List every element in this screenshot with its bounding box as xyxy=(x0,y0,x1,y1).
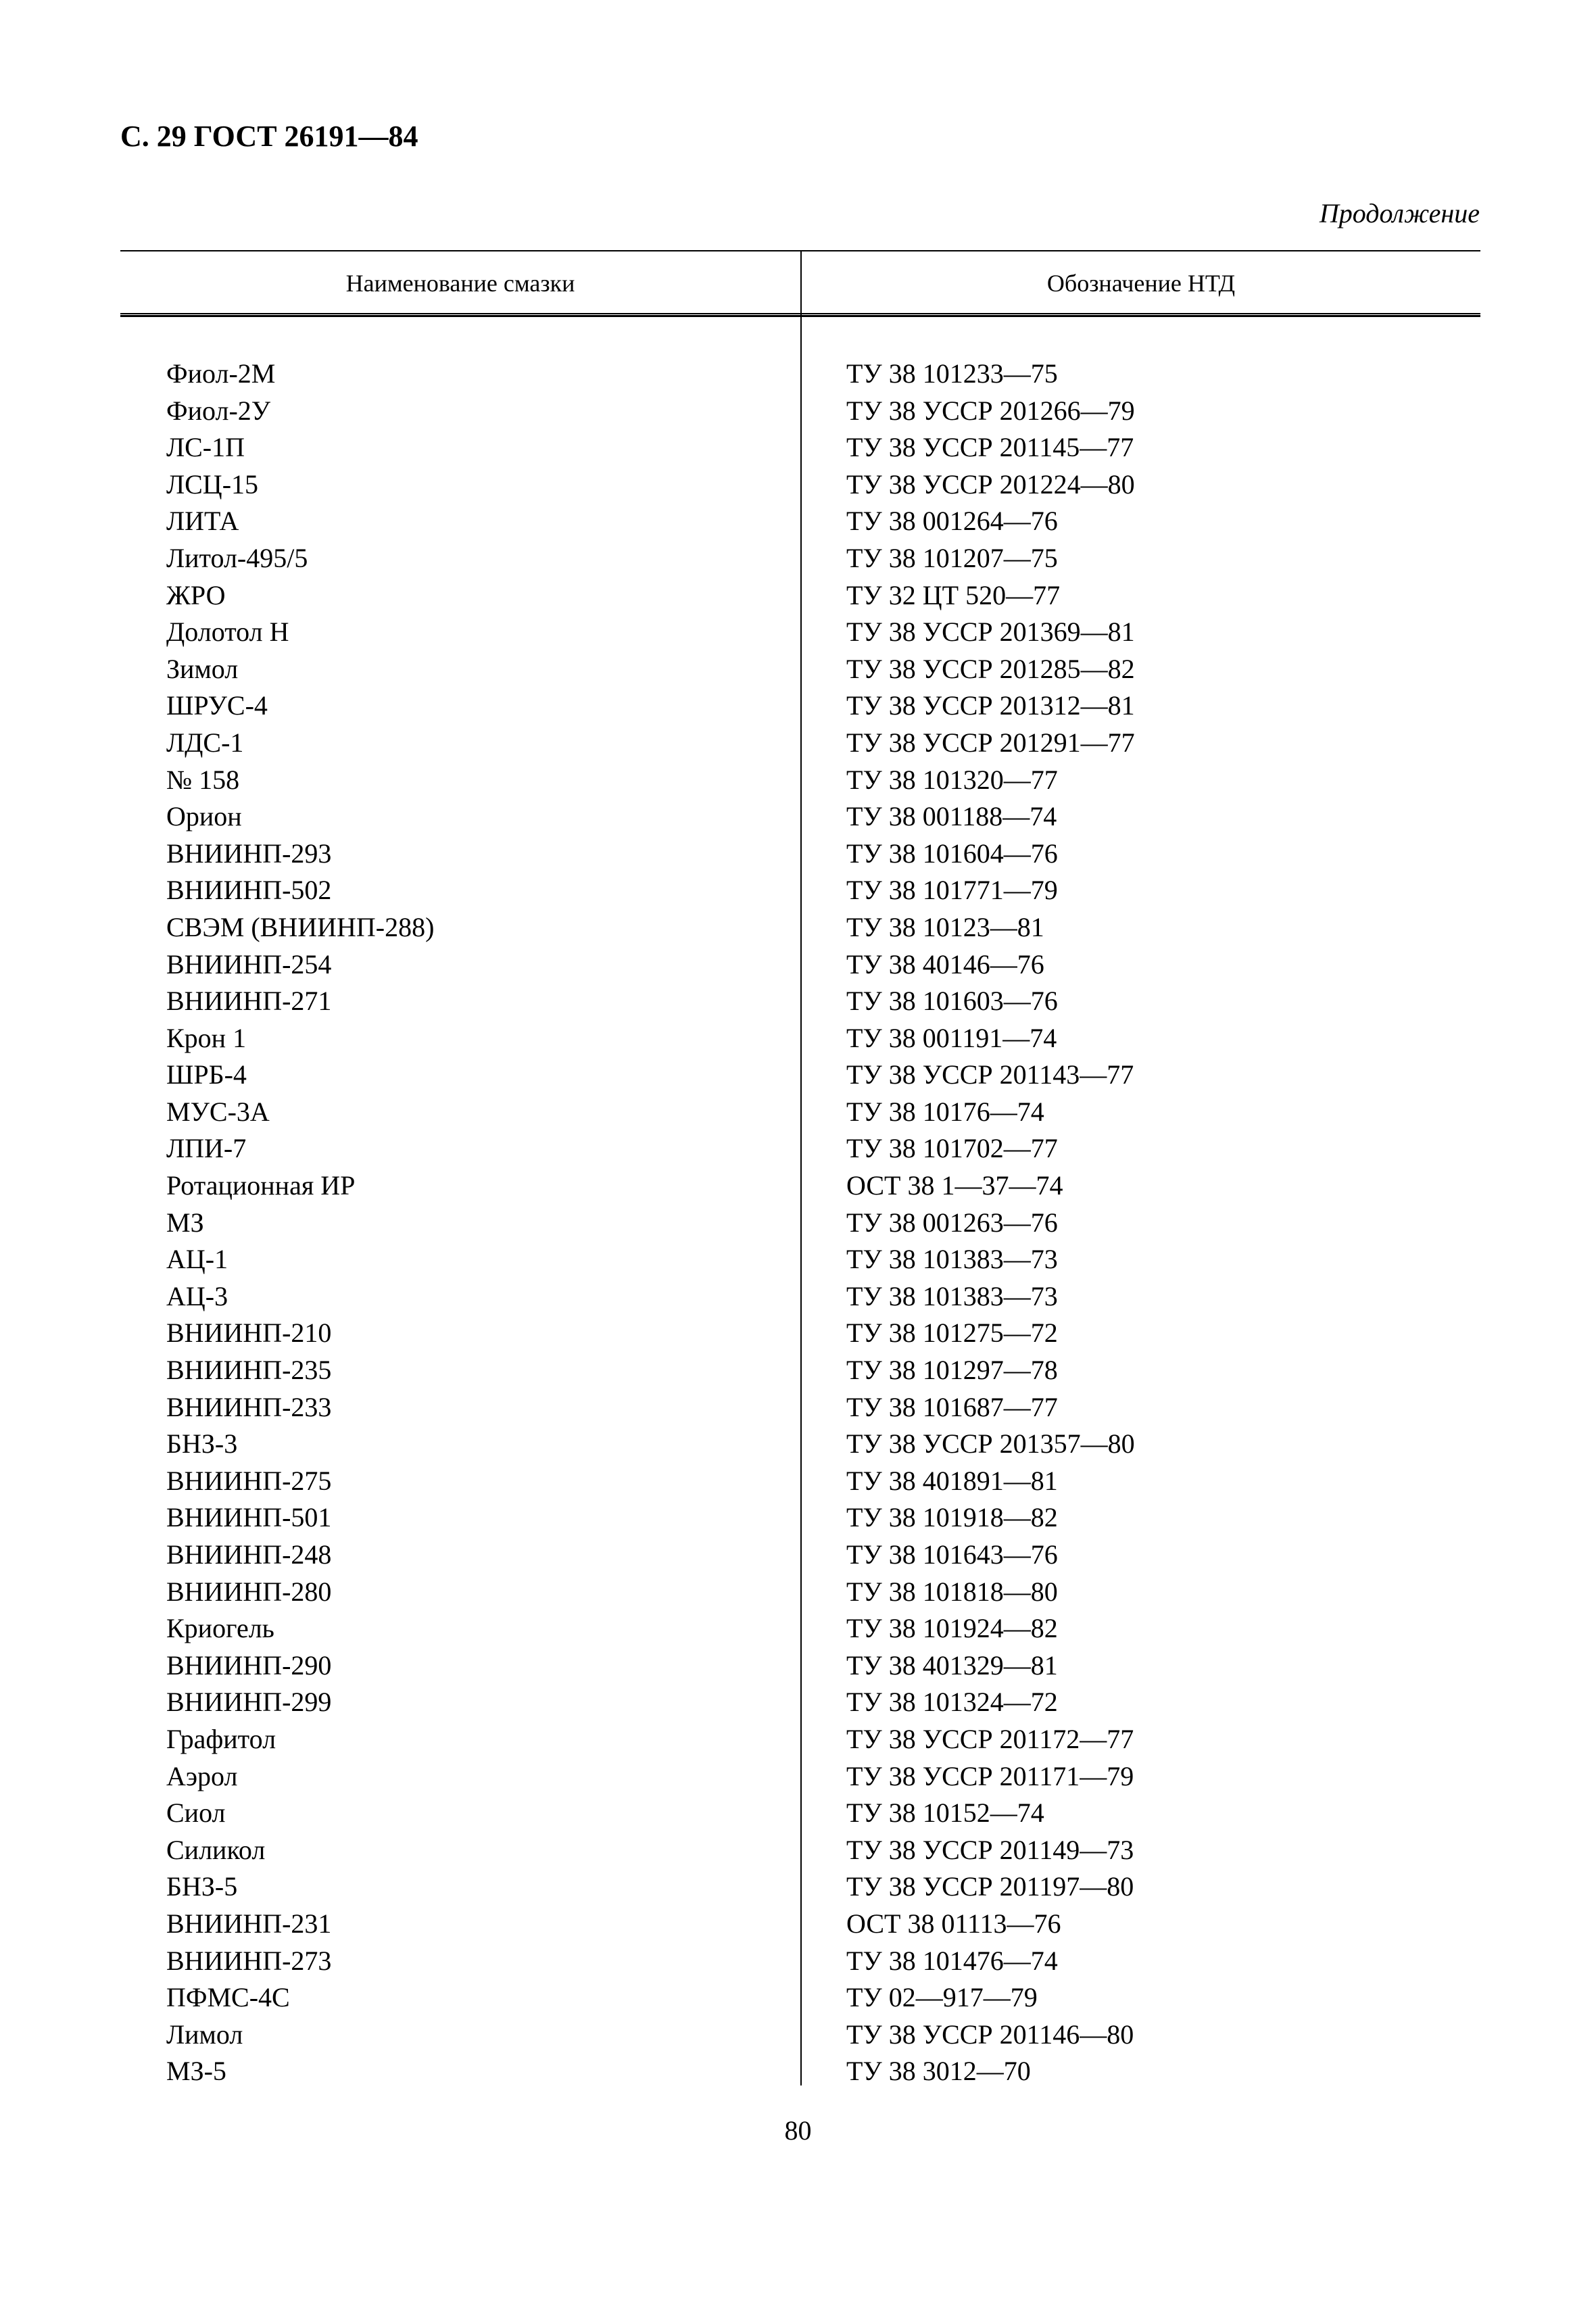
lubricant-name: ЛСЦ-15 xyxy=(166,468,259,500)
lubricant-name: ВНИИНП-502 xyxy=(166,875,332,906)
lubricant-name: БНЗ-5 xyxy=(166,1871,238,1902)
lubricant-name: ЛПИ-7 xyxy=(166,1133,247,1164)
document-designation: ТУ 38 001264—76 xyxy=(846,506,1058,537)
document-designation: ТУ 38 101918—82 xyxy=(846,1502,1058,1533)
document-designation: ТУ 02—917—79 xyxy=(846,1982,1038,2013)
document-designation: ТУ 38 101324—72 xyxy=(846,1687,1058,1718)
column-header-document: Обозначение НТД xyxy=(1046,270,1236,297)
table-body xyxy=(120,356,1480,2090)
document-designation: ТУ 38 УССР 201357—80 xyxy=(846,1428,1135,1459)
table-row xyxy=(120,577,1480,614)
lubricant-name: ВНИИНП-275 xyxy=(166,1465,332,1496)
document-designation: ТУ 38 УССР 201224—80 xyxy=(846,468,1135,500)
document-designation: ТУ 38 101818—80 xyxy=(846,1576,1058,1607)
table-row xyxy=(120,1315,1480,1352)
document-designation: ТУ 38 101476—74 xyxy=(846,1945,1058,1976)
table-row xyxy=(120,2053,1480,2090)
table-row xyxy=(120,1721,1480,1758)
document-designation: ТУ 38 40146—76 xyxy=(846,948,1044,980)
table-row xyxy=(120,872,1480,909)
table-row xyxy=(120,1537,1480,1574)
document-designation: ТУ 38 101702—77 xyxy=(846,1133,1058,1164)
document-designation: ОСТ 38 1—37—74 xyxy=(846,1170,1063,1201)
table-row xyxy=(120,798,1480,836)
table-row xyxy=(120,466,1480,504)
document-designation: ТУ 38 101383—73 xyxy=(846,1244,1058,1275)
table-row xyxy=(120,1610,1480,1647)
table-row xyxy=(120,1943,1480,1980)
lubricant-name: ВНИИНП-501 xyxy=(166,1502,332,1533)
document-designation: ТУ 38 001188—74 xyxy=(846,801,1057,832)
document-designation: ТУ 38 3012—70 xyxy=(846,2056,1031,2087)
lubricant-name: МЗ xyxy=(166,1207,204,1238)
document-designation: ТУ 38 УССР 201143—77 xyxy=(846,1059,1134,1090)
table-row xyxy=(120,836,1480,873)
document-designation: ТУ 38 101643—76 xyxy=(846,1539,1058,1570)
document-designation: ТУ 38 101275—72 xyxy=(846,1318,1058,1349)
table-row xyxy=(120,1057,1480,1094)
table-row xyxy=(120,1499,1480,1537)
lubricant-name: ВНИИНП-273 xyxy=(166,1945,332,1976)
document-designation: ТУ 38 101207—75 xyxy=(846,542,1058,573)
lubricant-name: ЖРО xyxy=(166,579,226,610)
lubricant-name: Литол-495/5 xyxy=(166,542,308,573)
lubricant-name: ВНИИНП-254 xyxy=(166,948,332,980)
lubricant-name: ВНИИНП-299 xyxy=(166,1687,332,1718)
lubricant-name: ШРУС-4 xyxy=(166,690,268,721)
document-designation: ТУ 38 001191—74 xyxy=(846,1022,1057,1053)
lubricant-name: ВНИИНП-248 xyxy=(166,1539,332,1570)
column-header-name: Наименование смазки xyxy=(345,270,575,297)
table-row xyxy=(120,725,1480,762)
table-row xyxy=(120,1278,1480,1316)
lubricant-name: МУС-3А xyxy=(166,1096,270,1127)
document-designation: ТУ 38 УССР 201145—77 xyxy=(846,432,1134,463)
document-designation: ТУ 38 401891—81 xyxy=(846,1465,1058,1496)
document-designation: ТУ 38 УССР 201266—79 xyxy=(846,395,1135,426)
lubricant-name: Ротационная ИР xyxy=(166,1170,356,1201)
table-row xyxy=(120,393,1480,430)
document-designation: ТУ 38 10152—74 xyxy=(846,1798,1044,1829)
table-row xyxy=(120,762,1480,799)
lubricant-name: ВНИИНП-235 xyxy=(166,1355,332,1386)
document-designation: ТУ 38 УССР 201369—81 xyxy=(846,617,1135,648)
table-row xyxy=(120,1389,1480,1426)
lubricant-name: ВНИИНП-290 xyxy=(166,1649,332,1681)
table-row xyxy=(120,1130,1480,1167)
lubricant-name: ВНИИНП-231 xyxy=(166,1908,332,1939)
lubricant-name: Лимол xyxy=(166,2019,243,2050)
continuation-label: Продолжение xyxy=(1319,198,1480,228)
document-designation: ТУ 38 УССР 201149—73 xyxy=(846,1834,1134,1865)
document-designation: ТУ 38 УССР 201171—79 xyxy=(846,1760,1134,1791)
table-row xyxy=(120,946,1480,984)
lubricant-name: ПФМС-4С xyxy=(166,1982,290,2013)
table-row xyxy=(120,651,1480,688)
table-row xyxy=(120,1758,1480,1795)
table-row xyxy=(120,1167,1480,1205)
lubricant-name: МЗ-5 xyxy=(166,2056,226,2087)
lubricant-name: СВЭМ (ВНИИНП-288) xyxy=(166,911,435,942)
document-designation: ТУ 38 УССР 201312—81 xyxy=(846,690,1135,721)
lubricant-name: Фиол-2У xyxy=(166,395,271,426)
document-designation: ТУ 38 УССР 201172—77 xyxy=(846,1723,1134,1754)
document-designation: ТУ 38 401329—81 xyxy=(846,1649,1058,1681)
table-row xyxy=(120,1795,1480,1832)
table-row xyxy=(120,2017,1480,2054)
header-double-rule xyxy=(120,313,1480,317)
lubricant-name: Аэрол xyxy=(166,1760,238,1791)
document-designation: ТУ 38 101771—79 xyxy=(846,875,1058,906)
table-row xyxy=(120,614,1480,651)
lubricant-name: БНЗ-3 xyxy=(166,1428,238,1459)
lubricant-name: № 158 xyxy=(166,764,240,795)
document-designation: ТУ 38 10123—81 xyxy=(846,911,1044,942)
table-row xyxy=(120,1241,1480,1278)
document-designation: ТУ 38 101604—76 xyxy=(846,838,1058,869)
table-row xyxy=(120,1684,1480,1721)
table-row xyxy=(120,1832,1480,1869)
lubricant-name: Криогель xyxy=(166,1613,274,1644)
table-row xyxy=(120,909,1480,946)
document-designation: ТУ 38 УССР 201285—82 xyxy=(846,653,1135,684)
document-designation: ТУ 38 УССР 201146—80 xyxy=(846,2019,1134,2050)
table-row xyxy=(120,1205,1480,1242)
document-designation: ТУ 38 101687—77 xyxy=(846,1391,1058,1422)
document-designation: ТУ 38 10176—74 xyxy=(846,1096,1044,1127)
document-designation: ТУ 38 101383—73 xyxy=(846,1280,1058,1311)
lubricant-name: АЦ-3 xyxy=(166,1280,228,1311)
document-designation: ТУ 38 101233—75 xyxy=(846,358,1058,389)
lubricants-table xyxy=(120,250,1480,2085)
table-row xyxy=(120,503,1480,540)
lubricant-name: Графитол xyxy=(166,1723,276,1754)
lubricant-name: ЛИТА xyxy=(166,506,239,537)
table-row xyxy=(120,429,1480,466)
lubricant-name: ВНИИНП-293 xyxy=(166,838,332,869)
lubricant-name: Сиол xyxy=(166,1798,226,1829)
document-designation: ТУ 38 УССР 201291—77 xyxy=(846,727,1135,758)
lubricant-name: ШРБ-4 xyxy=(166,1059,247,1090)
table-row xyxy=(120,687,1480,725)
page-header: С. 29 ГОСТ 26191—84 xyxy=(120,120,418,153)
table-row xyxy=(120,1463,1480,1500)
lubricant-name: ЛДС-1 xyxy=(166,727,244,758)
table-row xyxy=(120,1906,1480,1943)
table-row xyxy=(120,1352,1480,1389)
lubricant-name: ВНИИНП-210 xyxy=(166,1318,332,1349)
page-number: 80 xyxy=(784,2115,812,2146)
table-row xyxy=(120,1020,1480,1057)
document-designation: ТУ 32 ЦТ 520—77 xyxy=(846,579,1061,610)
lubricant-name: Долотол Н xyxy=(166,617,289,648)
lubricant-name: Зимол xyxy=(166,653,239,684)
lubricant-name: ЛС-1П xyxy=(166,432,245,463)
table-row xyxy=(120,1426,1480,1463)
table-row xyxy=(120,1574,1480,1611)
table-row xyxy=(120,540,1480,577)
document-designation: ТУ 38 001263—76 xyxy=(846,1207,1058,1238)
document-designation: ТУ 38 101603—76 xyxy=(846,986,1058,1017)
document-designation: ТУ 38 УССР 201197—80 xyxy=(846,1871,1134,1902)
table-row xyxy=(120,1094,1480,1131)
table-row xyxy=(120,1868,1480,1906)
document-designation: ТУ 38 101924—82 xyxy=(846,1613,1058,1644)
table-row xyxy=(120,356,1480,393)
lubricant-name: Крон 1 xyxy=(166,1022,247,1053)
document-designation: ТУ 38 101320—77 xyxy=(846,764,1058,795)
lubricant-name: ВНИИНП-233 xyxy=(166,1391,332,1422)
lubricant-name: АЦ-1 xyxy=(166,1244,228,1275)
document-designation: ОСТ 38 01113—76 xyxy=(846,1908,1061,1939)
lubricant-name: ВНИИНП-280 xyxy=(166,1576,332,1607)
document-designation: ТУ 38 101297—78 xyxy=(846,1355,1058,1386)
lubricant-name: ВНИИНП-271 xyxy=(166,986,332,1017)
lubricant-name: Фиол-2М xyxy=(166,358,276,389)
table-row xyxy=(120,1647,1480,1685)
table-row xyxy=(120,983,1480,1020)
lubricant-name: Силикол xyxy=(166,1834,266,1865)
table-row xyxy=(120,1979,1480,2017)
lubricant-name: Орион xyxy=(166,801,242,832)
